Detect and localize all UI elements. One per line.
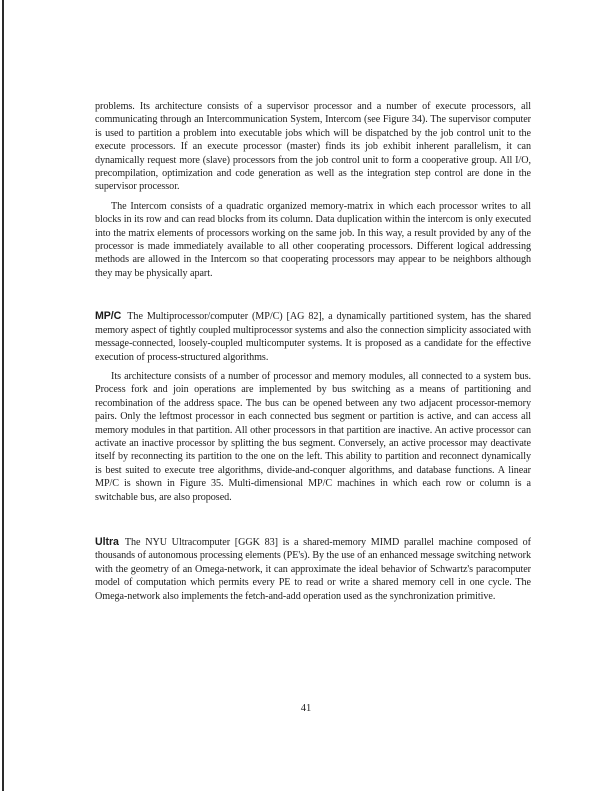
paragraph-ultra <box>95 536 531 603</box>
scan-edge-line <box>2 0 4 791</box>
paragraph-intercom: The Intercom consists of a quadratic organized memory-matrix in which each processor writes to all blocks in its row and can read blocks from its column. Data duplication within the intercom is only executed into the matrix elements of processors working on the same job. In this way, a result provided by any of the processor is made immediately available to all other cooperating processors. Different logical addressing methods are allowed in the Intercom so that cooperating processors may appear to be neighbors although they may be physically apart. <box>95 200 531 279</box>
paragraph-ultra-text: The NYU Ultracomputer [GGK 83] is a shared-memory MIMD parallel machine composed of thousands of autonomous processing elements (PE's). By the use of an enhanced message switching network with the geometry of an Omega-network, it can approximate the ideal behavior of Schwartz's paracomputer model of computation which permits every PE to read or write a shared memory cell in one cycle. The Omega-network also implements the fetch-and-add operation used as the synchronization primitive. <box>95 536 531 602</box>
page-number: 41 <box>300 703 312 714</box>
section-heading-mpc: MP/C <box>95 310 122 323</box>
paragraph-mpc-architecture: Its architecture consists of a number of processor and memory modules, all connected to a system bus. Process fork and join operations are implemented by bus switching as a means of partitioning and recombination of the address space. The bus can be opened between any two adjacent processor-memory pairs. Only the leftmost processor in each connected bus segment or partition is active, and can access all memory modules in that partition. All other processors in that partition are inactive. An active processor can activate an inactive processor by splitting the bus segment. Conversely, an active processor may deactivate itself by reconnecting its partition to the one on the left. This ability to partition and reconnect dynamically is best suited to execute tree algorithms, divide-and-conquer algorithms, and database functions. A linear MP/C is shown in Figure 35. Multi-dimensional MP/C machines in which each row or column is a switchable bus, are also proposed. <box>95 370 531 503</box>
paragraph-mpc <box>95 310 531 364</box>
page-body <box>95 100 531 603</box>
paragraph-mpc-text: The Multiprocessor/computer (MP/C) [AG 82], a dynamically partitioned system, has the shared memory aspect of tightly coupled multiprocessor systems and also the connection simplicity associated with message-connected, loosely-coupled multicomputer systems. It is proposed as a candidate for the effective execution of process-structured algorithms. <box>95 311 531 363</box>
paragraph-supervisor: problems. Its architecture consists of a supervisor processor and a number of execute processors, all communicating through an Intercommunication System, Intercom (see Figure 34). The supervisor computer is used to partition a problem into executable jobs which will be dispatched by the job control unit to the execute processors. If an execute processor (master) finds its job exhibit inherent parallelism, it can dynamically request more (slave) processors from the job control unit to form a cooperative group. All I/O, precompilation, optimization and code generation as well as the integration step control are done in the supervisor processor. <box>95 101 531 193</box>
section-heading-ultra: Ultra <box>95 535 119 548</box>
